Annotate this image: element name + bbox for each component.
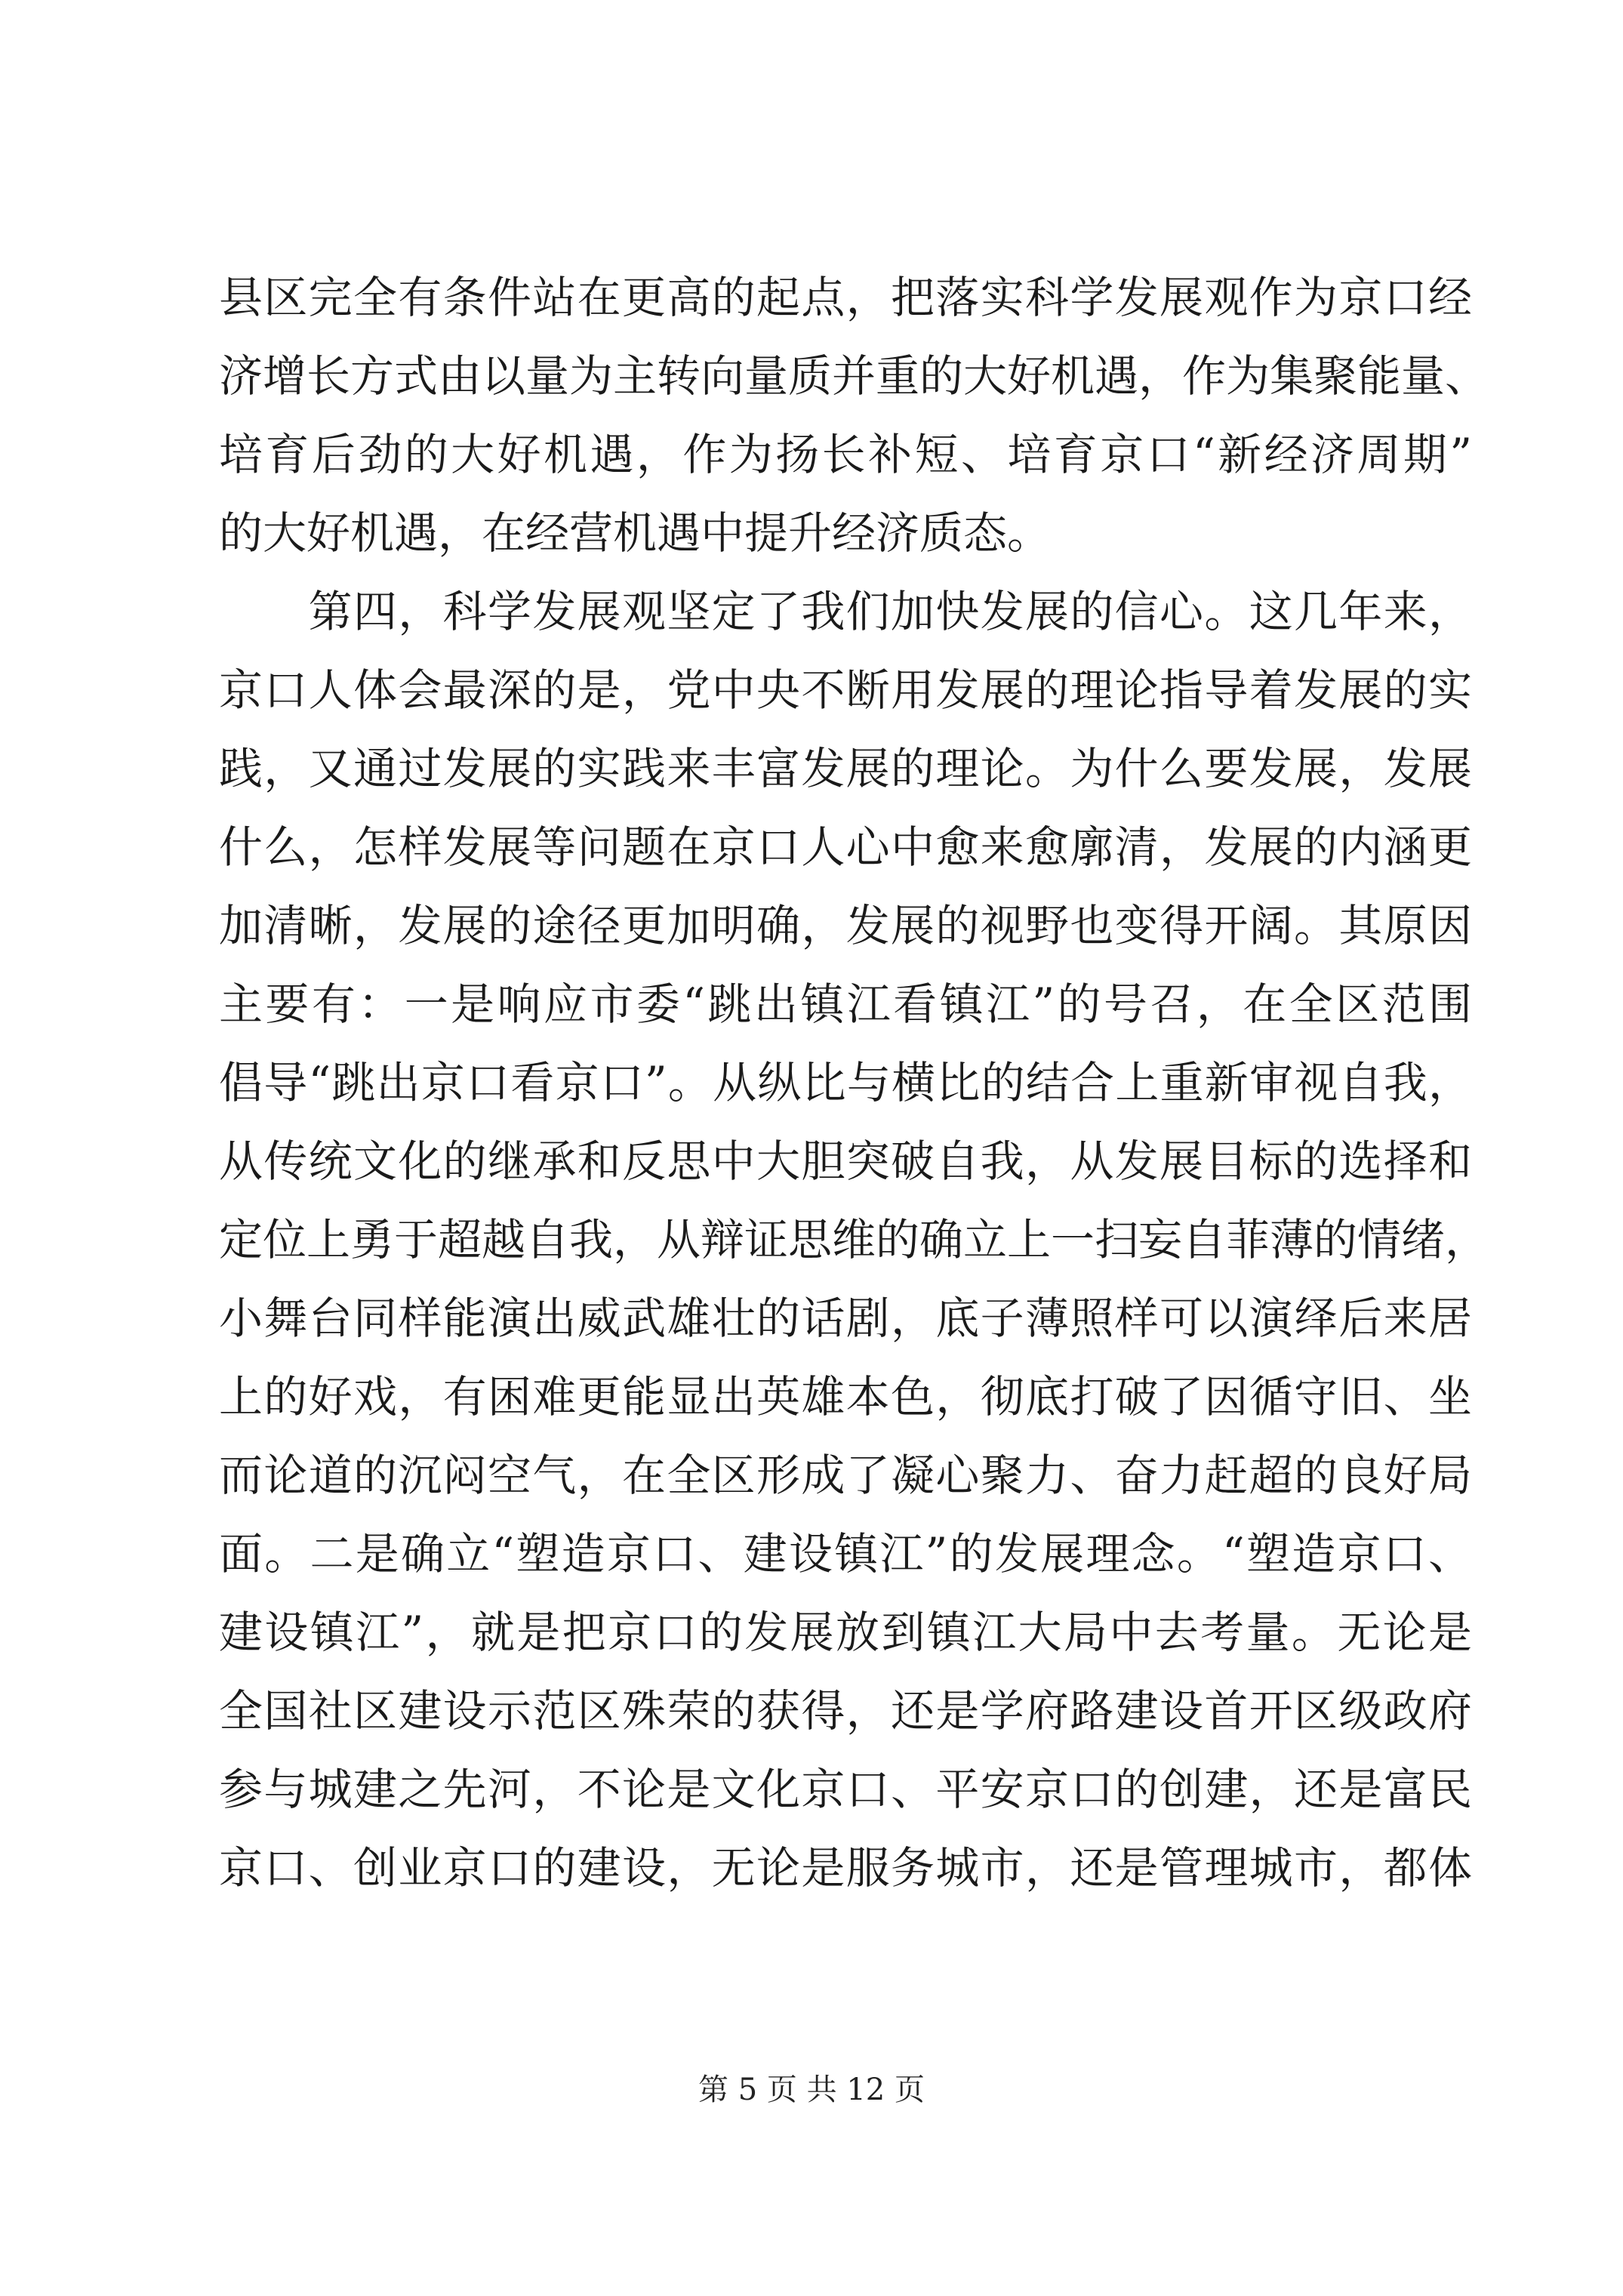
text-line: 县区完全有条件站在更高的起点，把落实科学发展观作为京口经 — [219, 272, 1472, 323]
body-text — [219, 258, 1489, 1907]
page-number-footer: 第 5 页 共 12 页 — [698, 2073, 925, 2107]
text-line: 上的好戏，有困难更能显出英雄本色，彻底打破了因循守旧、坐 — [219, 1371, 1472, 1422]
text-line: 济增长方式由以量为主转向量质并重的大好机遇，作为集聚能量、 — [219, 350, 1489, 402]
text-line: 京口人体会最深的是，党中央不断用发展的理论指导着发展的实 — [219, 664, 1472, 716]
text-line: 主要有：一是响应市委“跳出镇江看镇江”的号召，在全区范围 — [219, 978, 1472, 1030]
text-line: 而论道的沉闷空气，在全区形成了凝心聚力、奋力赶超的良好局 — [219, 1450, 1472, 1501]
text-line: 建设镇江”，就是把京口的发展放到镇江大局中去考量。无论是 — [219, 1607, 1472, 1658]
text-line: 践，又通过发展的实践来丰富发展的理论。为什么要发展，发展 — [219, 743, 1472, 794]
text-line: 从传统文化的继承和反思中大胆突破自我，从发展目标的选择和 — [219, 1136, 1472, 1187]
text-line: 定位上勇于超越自我，从辩证思维的确立上一扫妄自菲薄的情绪， — [219, 1214, 1489, 1265]
text-line: 倡导“跳出京口看京口”。从纵比与横比的结合上重新审视自我， — [219, 1057, 1472, 1108]
text-line: 参与城建之先河，不论是文化京口、平安京口的创建，还是富民 — [219, 1764, 1472, 1815]
text-line: 什么，怎样发展等问题在京口人心中愈来愈廓清，发展的内涵更 — [219, 821, 1472, 873]
text-line: 京口、创业京口的建设，无论是服务城市，还是管理城市，都体 — [219, 1842, 1472, 1894]
text-line: 的大好机遇，在经营机遇中提升经济质态。 — [219, 507, 1052, 559]
text-line: 全国社区建设示范区殊荣的获得，还是学府路建设首开区级政府 — [219, 1685, 1472, 1737]
text-line: 加清晰，发展的途径更加明确，发展的视野也变得开阔。其原因 — [219, 900, 1472, 951]
text-line: 第四，科学发展观坚定了我们加快发展的信心。这几年来， — [219, 586, 1472, 637]
text-line: 培育后劲的大好机遇，作为扬长补短、培育京口“新经济周期” — [219, 429, 1472, 480]
text-line: 小舞台同样能演出威武雄壮的话剧，底子薄照样可以演绎后来居 — [219, 1293, 1472, 1344]
text-line: 面。二是确立“塑造京口、建设镇江”的发展理念。“塑造京口、 — [219, 1528, 1472, 1579]
